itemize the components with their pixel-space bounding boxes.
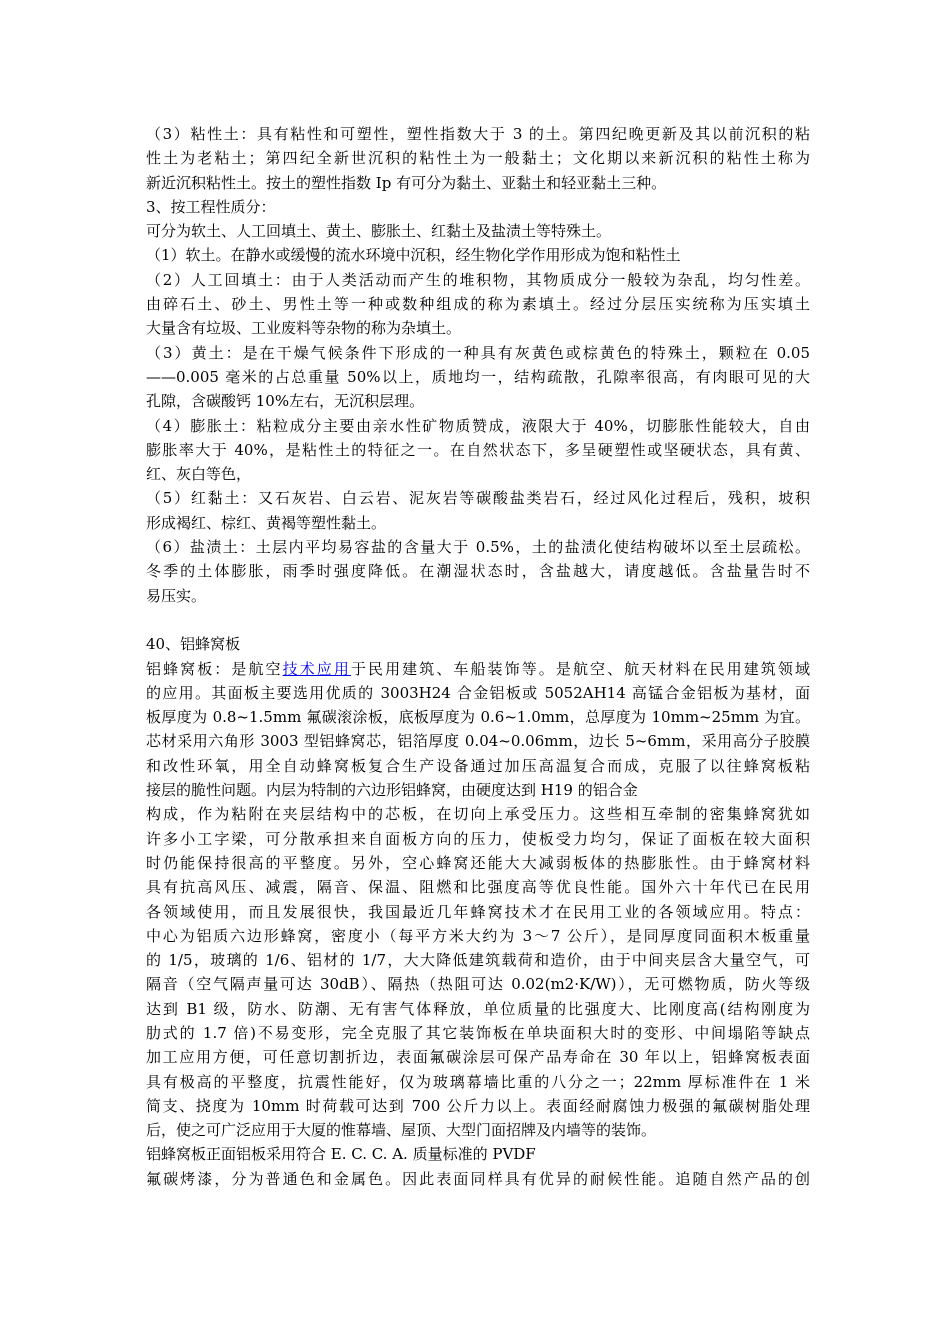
text-line: 加工应用方便，可任意切割折边，表面氟碳涂层可保产品寿命在 30 年以上，铝蜂窝板表面 [146, 1048, 810, 1067]
text-line: 形成褐红、棕红、黄褐等塑性黏土。 [146, 513, 387, 532]
text-line: 中心为铝质六边形蜂窝，密度小（每平方米大约为 3～7 公斤），是同厚度同面积木板重量 [146, 926, 810, 945]
text-line: 具有极高的平整度，抗震性能好，仅为玻璃幕墙比重的八分之一；22mm 厚标准件在 1 米 [146, 1072, 810, 1091]
paragraph-soft-soil: （1）软土。在静水或缓慢的流水环境中沉积，经生物化学作用形成为饱和粘性土 [146, 246, 681, 265]
intro-text-before: 铝蜂窝板：是航空 [146, 659, 283, 678]
text-line: 隔音（空气隔声量可达 30dB）、隔热（热阻可达 0.02(m2·K/W)），无可燃物质，防火等级 [146, 975, 810, 994]
text-line: 的 1/5，玻璃的 1/6、铝材的 1/7，大大降低建筑载荷和造价，由于中间夹层含大量空气，可 [146, 951, 810, 970]
pvdf-standard-line: 铝蜂窝板正面铝板采用符合 E. C. C. A. 质量标准的 PVDF [146, 1145, 536, 1164]
text-line: 和改性环氧，用全自动蜂窝板复合生产设备通过加压高温复合而成，克服了以往蜂窝板粘 [146, 756, 810, 775]
text-line: 时仍能保持很高的平整度。另外，空心蜂窝还能大大减弱板体的热膨胀性。由于蜂窝材料 [146, 853, 810, 872]
text-line: 简支、挠度为 10mm 时荷载可达到 700 公斤力以上。表面经耐腐蚀力极强的氟碳树脂处理 [146, 1096, 810, 1115]
text-line: （6）盐渍土：土层内平均易容盐的含量大于 0.5%，土的盐渍化使结构破坏以至土层疏松。 [146, 538, 810, 557]
text-line: 具有抗高风压、减震，隔音、保温、阻燃和比强度高等优良性能。国外六十年代已在民用 [146, 878, 810, 897]
text-line: （3）粘性土：具有粘性和可塑性，塑性指数大于 3 的土。第四纪晚更新及其以前沉积的粘 [146, 125, 810, 143]
text-line: 后，使之可广泛应用于大厦的惟幕墙、屋顶、大型门面招牌及内墙等的装饰。 [146, 1121, 657, 1140]
special-soils-intro: 可分为软土、人工回填土、黄土、膨胀土、红黏土及盐渍土等特殊土。 [146, 222, 612, 241]
text-line: 膨胀率大于 40%，是粘性土的特征之一。在自然状态下，多呈硬塑性或坚硬状态，具有黄、 [146, 440, 810, 459]
text-line: 接层的脆性问题。内层为特制的六边形铝蜂窝，由硬度达到 H19 的铝合金 [146, 781, 638, 800]
paragraph-clay-soil [146, 122, 810, 195]
paragraph-expansive-soil [146, 414, 810, 487]
text-line: 新近沉积粘性土。按土的塑性指数 Ip 有可分为黏土、亚黏土和轻亚黏土三种。 [146, 173, 667, 192]
text-line: （3）黄土：是在干燥气候条件下形成的一种具有灰黄色或棕黄色的特殊土，颗粒在 0.05 [146, 343, 810, 362]
text-line: 大量含有垃圾、工业废料等杂物的称为杂填土。 [146, 319, 462, 338]
text-line: 性土为老粘土；第四纪全新世沉积的粘性土为一般黏土；文化期以来新沉积的粘性土称为 [146, 149, 810, 168]
text-line: 孔隙，含碳酸钙 10%左右，无沉积层理。 [146, 392, 425, 411]
paragraph-honeycomb-materials [146, 681, 810, 802]
text-line: 许多小工字梁，可分散承担来自面板方向的压力，使板受力均匀，保证了面板在较大面积 [146, 829, 810, 848]
text-line: 芯材采用六角形 3003 型铝蜂窝芯，铝箔厚度 0.04~0.06mm，边长 5~6mm，采用高分子胶膜 [146, 732, 810, 751]
paragraph-loess [146, 341, 810, 414]
intro-text-after: 于民用建筑、车船装饰等。是航空、航天材料在民用建筑领域 [350, 659, 810, 678]
text-line: （2）人工回填土：由于人类活动而产生的堆积物，其物质成分一般较为杂乱，均匀性差。 [146, 270, 810, 289]
text-line: 由碎石土、砂土、男性土等一种或数种组成的称为素填土。经过分层压实统称为压实填土 [146, 295, 810, 314]
fluorocarbon-paint-line: 氟碳烤漆，分为普通色和金属色。因此表面同样具有优异的耐候性能。追随自然产品的创 [146, 1169, 810, 1188]
text-line: 易压实。 [146, 586, 207, 605]
paragraph-artificial-fill [146, 268, 810, 341]
section-heading-aluminum-honeycomb: 40、铝蜂窝板 [146, 635, 241, 654]
text-line: 各领域使用，而且发展很快，我国最近几年蜂窝技术才在民用工业的各领域应用。特点： [146, 902, 810, 921]
document-body [146, 122, 810, 1191]
text-line: 冬季的土体膨胀，雨季时强度降低。在潮湿状态时，含盐越大，请度越低。含盐量告时不 [146, 562, 810, 581]
section-heading-engineering-properties: 3、按工程性质分： [146, 197, 276, 216]
honeycomb-intro-line [146, 657, 810, 681]
text-line: 板厚度为 0.8~1.5mm 氟碳滚涂板，底板厚度为 0.6~1.0mm，总厚度为 10mm~25mm 为宜。 [146, 708, 810, 727]
paragraph-honeycomb-features [146, 802, 810, 1142]
text-line: 达到 B1 级，防水、防潮、无有害气体释放，单位质量的比强度大、比刚度高(结构刚度为 [146, 999, 810, 1018]
text-line: ——0.005 毫米的占总重量 50%以上，质地均一，结构疏散，孔隙率很高，有肉眼可见的大 [146, 367, 810, 386]
text-line: 构成，作为粘附在夹层结构中的芯板，在切向上承受压力。这些相互牵制的密集蜂窝犹如 [146, 805, 810, 824]
text-line: 肋式的 1.7 倍)不易变形，完全克服了其它装饰板在单块面积大时的变形、中间塌陷等缺点 [146, 1023, 810, 1042]
blank-line [146, 608, 810, 632]
technology-application-link[interactable]: 技术应用 [282, 659, 351, 678]
text-line: 的应用。其面板主要选用优质的 3003H24 合金铝板或 5052AH14 高锰合金铝板为基材，面 [146, 683, 810, 702]
text-line: （5）红黏土：又石灰岩、白云岩、泥灰岩等碳酸盐类岩石，经过风化过程后，残积，坡积 [146, 489, 810, 508]
text-line: 红、灰白等色， [146, 465, 252, 484]
paragraph-red-clay [146, 486, 810, 535]
paragraph-saline-soil [146, 535, 810, 608]
text-line: （4）膨胀土：粘粒成分主要由亲水性矿物质赞成，液限大于 40%，切膨胀性能较大，自由 [146, 416, 810, 435]
